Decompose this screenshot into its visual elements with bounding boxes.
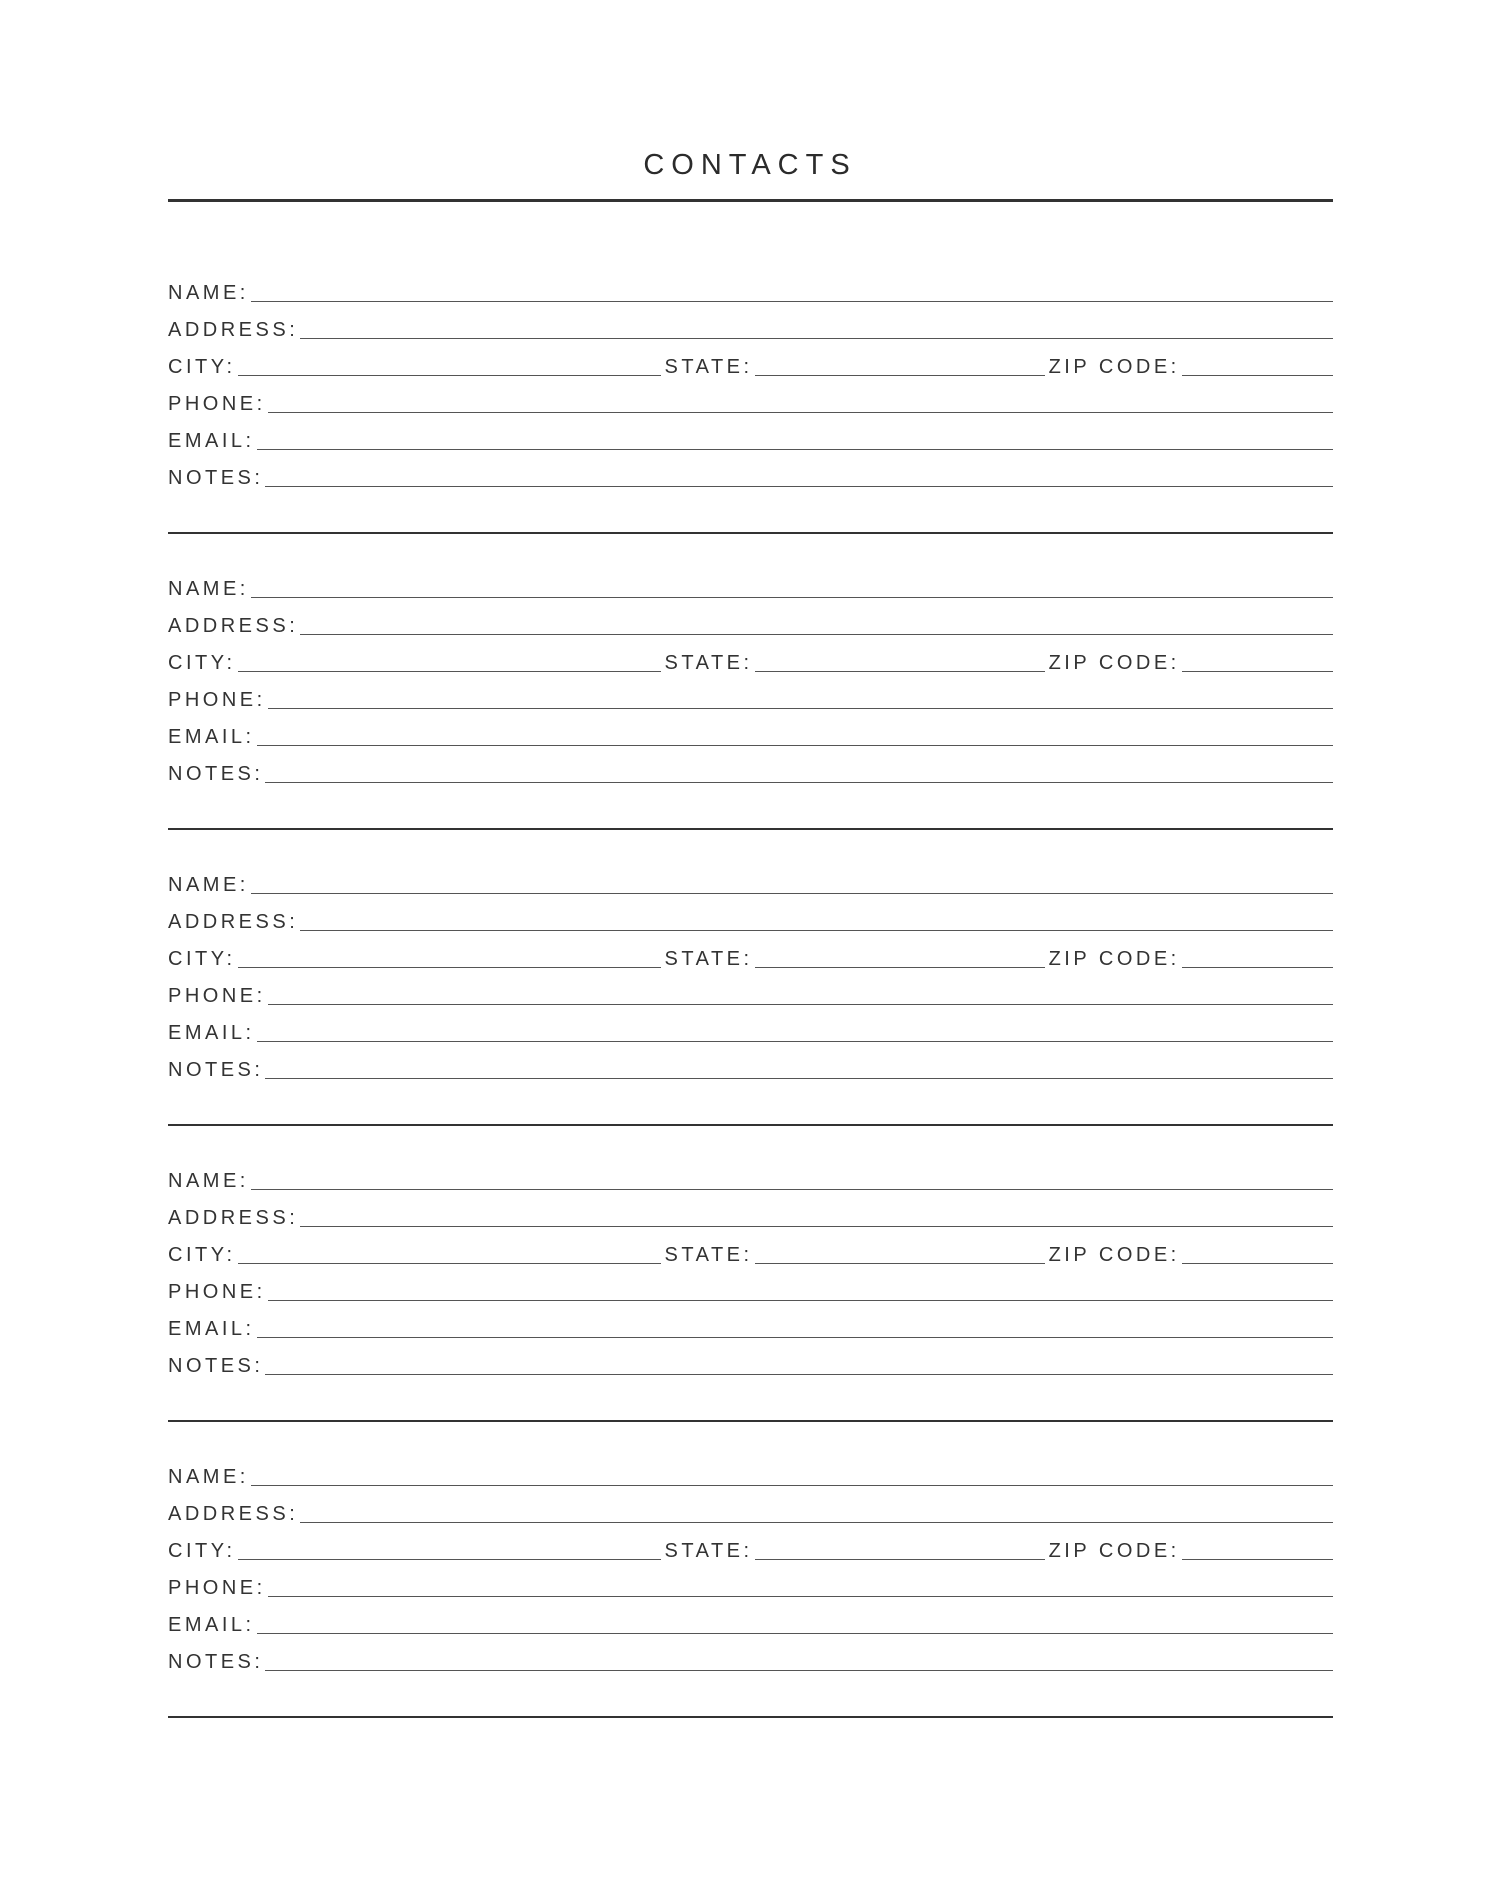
- state-field[interactable]: [755, 945, 1045, 968]
- contact-record: [168, 1162, 1333, 1392]
- name-label: NAME:: [168, 282, 249, 304]
- email-label: EMAIL:: [168, 1318, 255, 1340]
- field-row-city: [168, 1532, 1333, 1562]
- state-label: STATE:: [664, 948, 753, 970]
- email-field[interactable]: [257, 1019, 1333, 1042]
- contact-record: [168, 274, 1333, 504]
- state-field[interactable]: [755, 649, 1045, 672]
- record-divider: [168, 532, 1333, 534]
- field-row-name: [168, 570, 1333, 600]
- field-row-email: [168, 1310, 1333, 1340]
- city-label: CITY:: [168, 1540, 236, 1562]
- zip-code-field[interactable]: [1182, 1537, 1333, 1560]
- address-field[interactable]: [300, 316, 1333, 339]
- phone-field[interactable]: [268, 1574, 1333, 1597]
- phone-field[interactable]: [268, 686, 1333, 709]
- zip-code-field[interactable]: [1182, 649, 1333, 672]
- email-label: EMAIL:: [168, 1022, 255, 1044]
- field-row-city: [168, 1236, 1333, 1266]
- zip-code-field[interactable]: [1182, 353, 1333, 376]
- address-field[interactable]: [300, 1500, 1333, 1523]
- zip-code-field[interactable]: [1182, 945, 1333, 968]
- address-label: ADDRESS:: [168, 319, 299, 341]
- zip-code-field[interactable]: [1182, 1241, 1333, 1264]
- contact-record: [168, 866, 1333, 1096]
- field-row-address: [168, 1495, 1333, 1525]
- field-row-phone: [168, 385, 1333, 415]
- field-row-address: [168, 311, 1333, 341]
- state-field[interactable]: [755, 1537, 1045, 1560]
- state-label: STATE:: [664, 652, 753, 674]
- field-row-notes: [168, 1643, 1333, 1673]
- record-divider: [168, 1716, 1333, 1718]
- contact-record: [168, 570, 1333, 800]
- notes-label: NOTES:: [168, 763, 264, 785]
- address-field[interactable]: [300, 1204, 1333, 1227]
- field-row-phone: [168, 681, 1333, 711]
- field-row-email: [168, 1606, 1333, 1636]
- field-row-email: [168, 422, 1333, 452]
- city-label: CITY:: [168, 1244, 236, 1266]
- field-row-city: [168, 940, 1333, 970]
- name-label: NAME:: [168, 1466, 249, 1488]
- phone-label: PHONE:: [168, 689, 266, 711]
- email-field[interactable]: [257, 1315, 1333, 1338]
- field-row-name: [168, 274, 1333, 304]
- field-row-notes: [168, 459, 1333, 489]
- email-label: EMAIL:: [168, 1614, 255, 1636]
- field-row-city: [168, 348, 1333, 378]
- field-row-email: [168, 718, 1333, 748]
- field-row-notes: [168, 755, 1333, 785]
- city-label: CITY:: [168, 948, 236, 970]
- field-row-name: [168, 866, 1333, 896]
- record-divider: [168, 828, 1333, 830]
- city-field[interactable]: [238, 1241, 661, 1264]
- city-field[interactable]: [238, 649, 661, 672]
- notes-field[interactable]: [265, 1648, 1333, 1671]
- phone-field[interactable]: [268, 390, 1333, 413]
- state-label: STATE:: [664, 1244, 753, 1266]
- address-field[interactable]: [300, 908, 1333, 931]
- zip-code-label: ZIP CODE:: [1048, 1244, 1180, 1266]
- email-label: EMAIL:: [168, 430, 255, 452]
- field-row-notes: [168, 1347, 1333, 1377]
- zip-code-label: ZIP CODE:: [1048, 652, 1180, 674]
- zip-code-label: ZIP CODE:: [1048, 356, 1180, 378]
- name-label: NAME:: [168, 1170, 249, 1192]
- notes-field[interactable]: [265, 464, 1333, 487]
- field-row-address: [168, 903, 1333, 933]
- zip-code-label: ZIP CODE:: [1048, 1540, 1180, 1562]
- notes-label: NOTES:: [168, 1355, 264, 1377]
- contact-record: [168, 1458, 1333, 1688]
- phone-field[interactable]: [268, 982, 1333, 1005]
- zip-code-label: ZIP CODE:: [1048, 948, 1180, 970]
- field-row-notes: [168, 1051, 1333, 1081]
- page-title: CONTACTS: [643, 149, 857, 181]
- phone-label: PHONE:: [168, 985, 266, 1007]
- city-label: CITY:: [168, 356, 236, 378]
- phone-label: PHONE:: [168, 1577, 266, 1599]
- address-field[interactable]: [300, 612, 1333, 635]
- email-field[interactable]: [257, 427, 1333, 450]
- phone-label: PHONE:: [168, 1281, 266, 1303]
- state-field[interactable]: [755, 1241, 1045, 1264]
- notes-label: NOTES:: [168, 1059, 264, 1081]
- field-row-name: [168, 1458, 1333, 1488]
- title-divider: [168, 199, 1333, 202]
- city-field[interactable]: [238, 1537, 661, 1560]
- address-label: ADDRESS:: [168, 911, 299, 933]
- record-divider: [168, 1124, 1333, 1126]
- field-row-email: [168, 1014, 1333, 1044]
- name-field[interactable]: [251, 279, 1333, 302]
- field-row-city: [168, 644, 1333, 674]
- address-label: ADDRESS:: [168, 615, 299, 637]
- phone-label: PHONE:: [168, 393, 266, 415]
- field-row-address: [168, 1199, 1333, 1229]
- notes-field[interactable]: [265, 760, 1333, 783]
- notes-field[interactable]: [265, 1056, 1333, 1079]
- email-label: EMAIL:: [168, 726, 255, 748]
- name-field[interactable]: [251, 1167, 1333, 1190]
- email-field[interactable]: [257, 1611, 1333, 1634]
- field-row-name: [168, 1162, 1333, 1192]
- field-row-phone: [168, 1273, 1333, 1303]
- state-field[interactable]: [755, 353, 1045, 376]
- address-label: ADDRESS:: [168, 1503, 299, 1525]
- field-row-phone: [168, 977, 1333, 1007]
- email-field[interactable]: [257, 723, 1333, 746]
- state-label: STATE:: [664, 1540, 753, 1562]
- notes-label: NOTES:: [168, 1651, 264, 1673]
- city-field[interactable]: [238, 945, 661, 968]
- notes-field[interactable]: [265, 1352, 1333, 1375]
- name-field[interactable]: [251, 1463, 1333, 1486]
- name-label: NAME:: [168, 578, 249, 600]
- field-row-phone: [168, 1569, 1333, 1599]
- name-field[interactable]: [251, 575, 1333, 598]
- notes-label: NOTES:: [168, 467, 264, 489]
- name-field[interactable]: [251, 871, 1333, 894]
- city-label: CITY:: [168, 652, 236, 674]
- name-label: NAME:: [168, 874, 249, 896]
- address-label: ADDRESS:: [168, 1207, 299, 1229]
- state-label: STATE:: [664, 356, 753, 378]
- phone-field[interactable]: [268, 1278, 1333, 1301]
- field-row-address: [168, 607, 1333, 637]
- record-divider: [168, 1420, 1333, 1422]
- city-field[interactable]: [238, 353, 661, 376]
